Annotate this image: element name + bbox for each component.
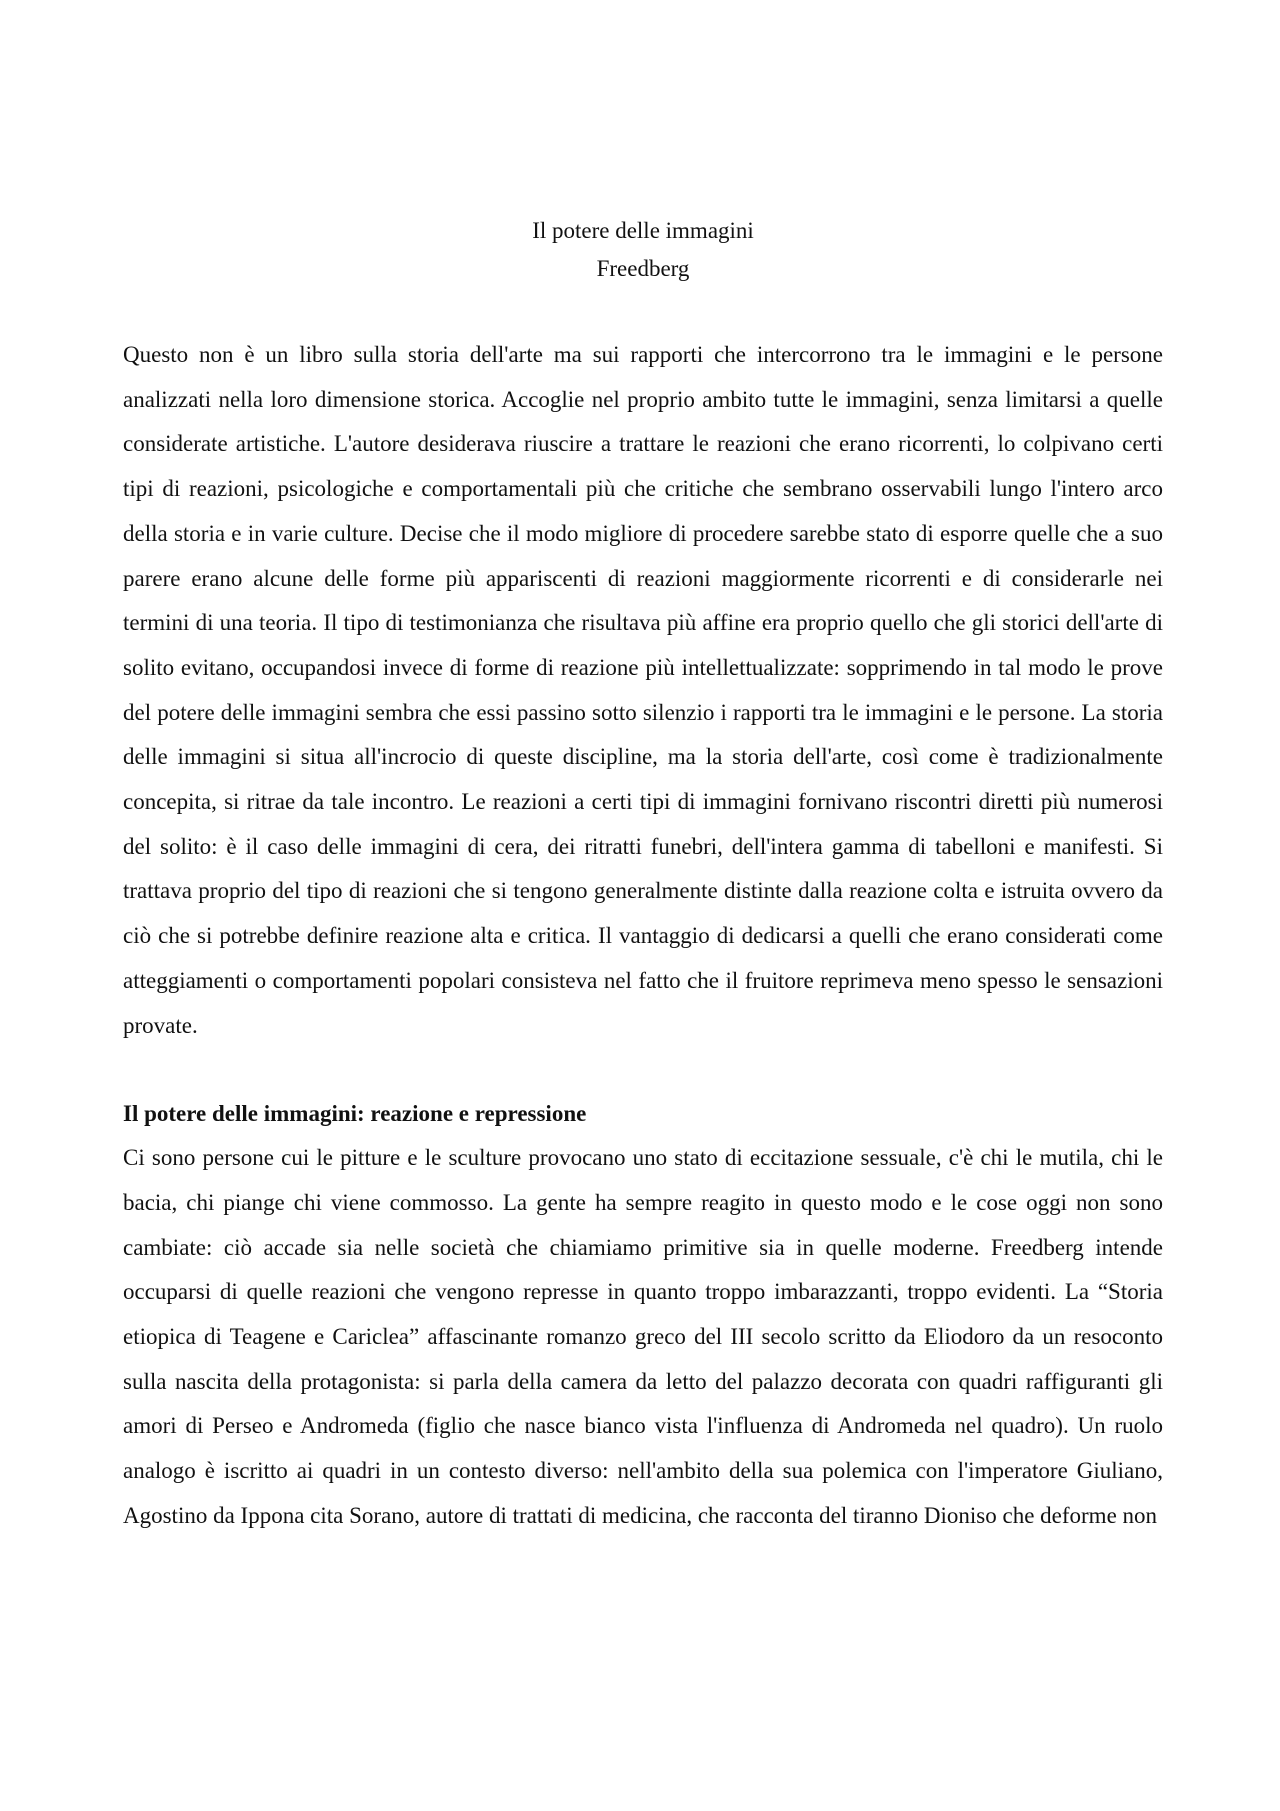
section-paragraph: Ci sono persone cui le pitture e le sculture provocano uno stato di eccitazione sessuale, c'è chi le mutila, chi le bacia, chi piange chi viene commosso. La gente ha sempre reagito in questo modo e le cose oggi non sono cambiate: ciò accade sia nelle società che chiamiamo primitive sia in quelle moderne. Freedberg intende occuparsi di quelle reazioni che vengono represse in quanto troppo imbarazzanti, troppo evidenti. La “Storia etiopica di Teagene e Cariclea” affascinante romanzo greco del III secolo scritto da Eliodoro da un resoconto sulla nascita della protagonista: si parla della camera da letto del palazzo decorata con quadri raffiguranti gli amori di Perseo e Andromeda (figlio che nasce bianco vista l'influenza di Andromeda nel quadro). Un ruolo analogo è iscritto ai quadri in un contesto diverso: nell'ambito della sua polemica con l'imperatore Giuliano, Agostino da Ippona cita Sorano, autore di trattati di medicina, che racconta del tiranno Dioniso che deforme non (123, 1145, 1163, 1528)
page-content (123, 212, 1163, 1539)
section-heading: Il potere delle immagini: reazione e repressione (123, 1101, 587, 1127)
document-author: Freedberg (596, 256, 690, 281)
intro-paragraph: Questo non è un libro sulla storia dell'arte ma sui rapporti che intercorrono tra le immagini e le persone analizzati nella loro dimensione storica. Accoglie nel proprio ambito tutte le immagini, senza limitarsi a quelle considerate artistiche. L'autore desiderava riuscire a trattare le reazioni che erano ricorrenti, lo colpivano certi tipi di reazioni, psicologiche e comportamentali più che critiche che sembrano osservabili lungo l'intero arco della storia e in varie culture. Decise che il modo migliore di procedere sarebbe stato di esporre quelle che a suo parere erano alcune delle forme più appariscenti di reazioni maggiormente ricorrenti e di considerarle nei termini di una teoria. Il tipo di testimonianza che risultava più affine era proprio quello che gli storici dell'arte di solito evitano, occupandosi invece di forme di reazione più intellettualizzate: sopprimendo in tal modo le prove del potere delle immagini sembra che essi passino sotto silenzio i rapporti tra le immagini e le persone. La storia delle immagini si situa all'incrocio di queste discipline, ma la storia dell'arte, così come è tradizionalmente concepita, si ritrae da tale incontro. Le reazioni a certi tipi di immagini fornivano riscontri diretti più numerosi del solito: è il caso delle immagini di cera, dei ritratti funebri, dell'intera gamma di tabelloni e manifesti. Si trattava proprio del tipo di reazioni che si tengono generalmente distinte dalla reazione colta e istruita ovvero da ciò che si potrebbe definire reazione alta e critica. Il vantaggio di dedicarsi a quelli che erano considerati come atteggiamenti o comportamenti popolari consisteva nel fatto che il fruitore reprimeva meno spesso le sensazioni provate. (123, 342, 1163, 1038)
document-title: Il potere delle immagini (532, 218, 754, 243)
